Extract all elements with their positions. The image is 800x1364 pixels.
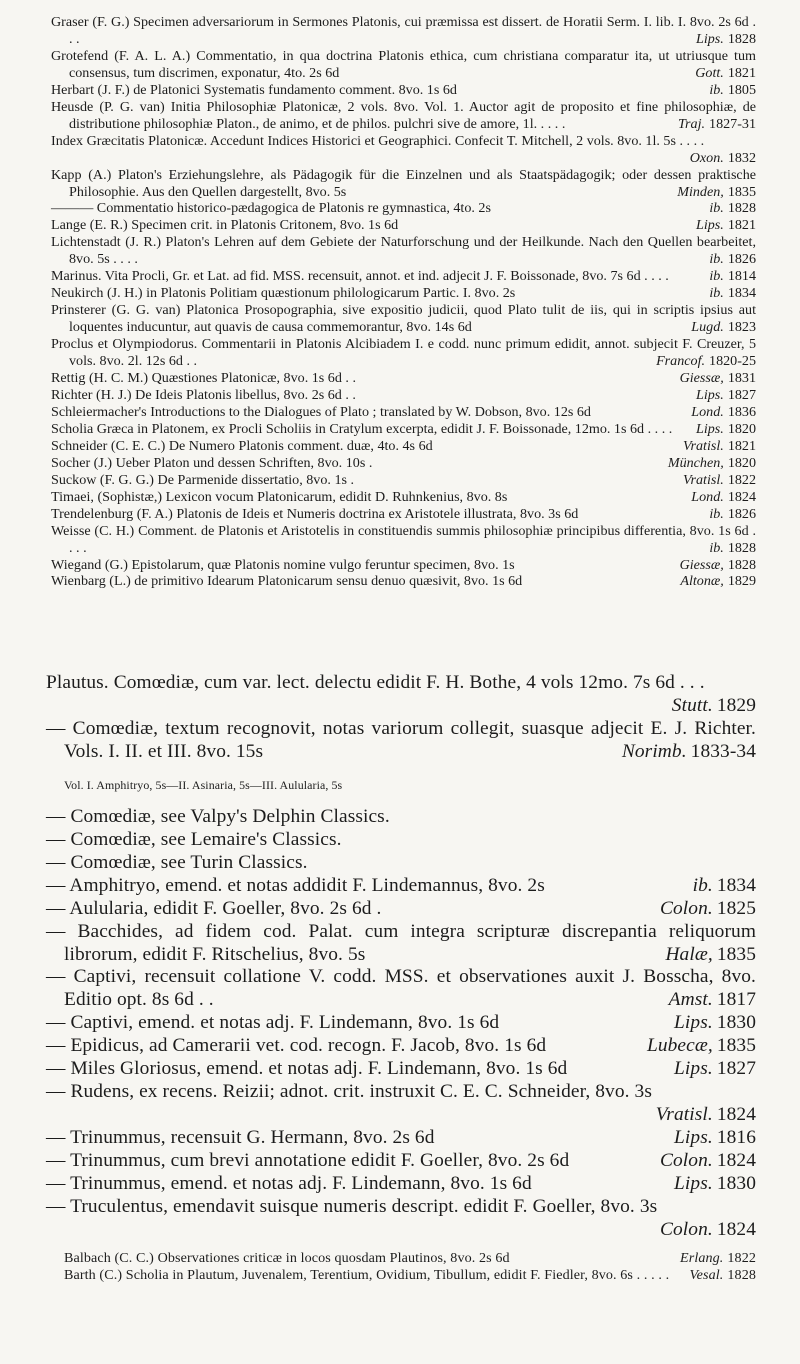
volumes-note: Vol. I. Amphitryo, 5s—II. Asinaria, 5s—III. Aulularia, 5s bbox=[64, 777, 343, 792]
entry-text: Marinus. Vita Procli, Gr. et Lat. ad fid. MSS. recensuit, annot. et ind. adjecit J. F. Boissonade, 8vo. 7s 6d . . . . bbox=[51, 268, 669, 285]
imprint-place: Lips. bbox=[674, 1173, 713, 1195]
entry-imprint bbox=[674, 1173, 756, 1196]
imprint-place: ib. bbox=[709, 200, 724, 217]
entry-text: Lichtenstadt (J. R.) Platon's Lehren auf dem Gebiete der Naturforschung und der Heilkunde. Nach den Quellen bearbeitet, 8vo. 5s . . . . bbox=[51, 234, 756, 268]
catalogue-entry bbox=[0, 506, 800, 523]
imprint-place: ib. bbox=[709, 539, 724, 556]
imprint-year: 1826 bbox=[727, 251, 756, 268]
entry-text: Plautus. Comœdiæ, cum var. lect. delectu edidit F. H. Bothe, 4 vols 12mo. 7s 6d . . . bbox=[46, 672, 705, 693]
catalogue-entry bbox=[0, 370, 800, 387]
imprint-place: Lips. bbox=[696, 30, 724, 47]
entry-imprint bbox=[683, 438, 756, 455]
entry-text: — Comœdiæ, textum recognovit, notas variorum collegit, suasque adjecit E. J. Richter. Vols. I. II. et III. 8vo. 15s bbox=[46, 717, 756, 762]
imprint-year: 1835 bbox=[716, 943, 756, 965]
plautus-editions bbox=[0, 672, 800, 764]
catalogue-entry bbox=[0, 829, 800, 852]
imprint-place: Halæ, bbox=[665, 943, 713, 965]
imprint-place: Colon. bbox=[659, 1150, 713, 1172]
plautus-section bbox=[0, 672, 800, 1284]
entry-text: — Comœdiæ, see Turin Classics. bbox=[46, 851, 308, 873]
imprint-place: ib. bbox=[709, 285, 724, 302]
imprint-year: 1826 bbox=[727, 505, 756, 522]
plato-entries bbox=[0, 14, 800, 590]
imprint-year: 1820-25 bbox=[709, 353, 756, 370]
imprint-place: ib. bbox=[692, 874, 713, 896]
catalogue-entry bbox=[0, 268, 800, 285]
catalogue-entry bbox=[0, 234, 800, 268]
catalogue-entry bbox=[0, 489, 800, 506]
entry-text: Herbart (J. F.) de Platonici Systematis fundamento comment. 8vo. 1s 6d bbox=[51, 81, 457, 98]
entry-imprint bbox=[672, 695, 756, 718]
catalogue-entry bbox=[0, 1196, 800, 1242]
catalogue-entry bbox=[0, 672, 800, 718]
entry-text: Schleiermacher's Introductions to the Dialogues of Plato ; translated by W. Dobson, 8vo. 12s 6d bbox=[51, 403, 591, 420]
entry-text: — Captivi, recensuit collatione V. codd. MSS. et observationes auxit J. Bosscha, 8vo. Editio opt. 8s 6d . . bbox=[46, 966, 756, 1011]
entry-imprint bbox=[669, 989, 756, 1012]
imprint-year: 1829 bbox=[716, 694, 756, 716]
entry-imprint bbox=[683, 472, 756, 489]
catalogue-entry bbox=[0, 875, 800, 898]
imprint-place: Traj. bbox=[677, 115, 706, 132]
entry-imprint bbox=[678, 116, 756, 133]
entry-imprint bbox=[622, 741, 756, 764]
catalogue-entry bbox=[0, 82, 800, 99]
entry-imprint bbox=[690, 150, 756, 167]
imprint-year: 1830 bbox=[716, 1012, 756, 1034]
entry-text: Proclus et Olympiodorus. Commentarii in Platonis Alcibiadem I. e codd. nunc primum edidit, annot. subjecit F. Creuzer, 5 vols. 8vo. 2l. 12s 6d . . bbox=[51, 336, 756, 370]
imprint-year: 1834 bbox=[716, 874, 756, 896]
imprint-year: 1821 bbox=[727, 217, 756, 234]
imprint-place: ib. bbox=[709, 81, 724, 98]
imprint-year: 1820 bbox=[727, 420, 756, 437]
entry-text: — Captivi, emend. et notas adj. F. Lindemann, 8vo. 1s 6d bbox=[46, 1012, 500, 1034]
entry-text: — Trinummus, recensuit G. Hermann, 8vo. 2s 6d bbox=[46, 1127, 435, 1149]
entry-imprint bbox=[691, 319, 756, 336]
imprint-place: Stutt. bbox=[671, 694, 713, 716]
imprint-place: Lips. bbox=[674, 1058, 713, 1080]
imprint-place: Minden, bbox=[677, 183, 724, 200]
catalogue-entry bbox=[0, 806, 800, 829]
imprint-place: Gott. bbox=[695, 64, 724, 81]
catalogue-entry bbox=[0, 1250, 800, 1267]
imprint-year: 1821 bbox=[727, 437, 756, 454]
imprint-year: 1835 bbox=[716, 1035, 756, 1057]
catalogue-entry bbox=[0, 285, 800, 302]
entry-text: Rettig (H. C. M.) Quæstiones Platonicæ, 8vo. 1s 6d . . bbox=[51, 370, 356, 387]
entry-imprint bbox=[691, 404, 756, 421]
entry-text: Neukirch (J. H.) in Platonis Politiam quæstionum philologicarum Partic. I. 8vo. 2s bbox=[51, 285, 516, 302]
imprint-year: 1828 bbox=[727, 556, 756, 573]
catalogue-entry bbox=[0, 852, 800, 875]
entry-imprint bbox=[660, 1219, 756, 1242]
imprint-place: Amst. bbox=[668, 989, 713, 1011]
entry-imprint bbox=[709, 506, 756, 523]
imprint-place: ib. bbox=[709, 505, 724, 522]
entry-imprint bbox=[696, 217, 756, 234]
entry-imprint bbox=[696, 387, 756, 404]
catalogue-entry bbox=[0, 438, 800, 455]
entry-text: Richter (H. J.) De Ideis Platonis libellus, 8vo. 2s 6d . . bbox=[51, 386, 356, 403]
entry-imprint bbox=[674, 1127, 756, 1150]
entry-text: ——— Commentatio historico-pædagogica de Platonis re gymnastica, 4to. 2s bbox=[51, 200, 491, 217]
entry-imprint bbox=[680, 573, 756, 590]
entry-imprint bbox=[680, 557, 756, 574]
catalogue-entry bbox=[0, 1058, 800, 1081]
imprint-place: München, bbox=[667, 454, 724, 471]
imprint-year: 1830 bbox=[716, 1173, 756, 1195]
imprint-year: 1825 bbox=[716, 897, 756, 919]
imprint-year: 1827 bbox=[716, 1058, 756, 1080]
imprint-year: 1822 bbox=[727, 1249, 756, 1266]
imprint-year: 1827 bbox=[727, 386, 756, 403]
imprint-year: 1824 bbox=[716, 1150, 756, 1172]
entry-text: Kapp (A.) Platon's Erziehungslehre, als Pädagogik für die Einzelnen und als Staatspädagogik; oder dessen praktische Philosophie. Aus den Quellen dargestellt, 8vo. 5s bbox=[51, 166, 756, 200]
catalogue-entry bbox=[0, 404, 800, 421]
catalogue-entry bbox=[0, 472, 800, 489]
entry-text: — Bacchides, ad fidem cod. Palat. cum integra scripturæ discrepantia reliquorum librorum, edidit F. Ritschelius, 8vo. 5s bbox=[46, 920, 756, 965]
catalogue-entry bbox=[0, 921, 800, 967]
imprint-place: Norimb. bbox=[621, 740, 687, 762]
imprint-year: 1834 bbox=[727, 285, 756, 302]
imprint-place: Lips. bbox=[696, 217, 724, 234]
catalogue-entry bbox=[0, 133, 800, 167]
imprint-place: Lips. bbox=[674, 1127, 713, 1149]
entry-text: Suckow (F. G. G.) De Parmenide dissertatio, 8vo. 1s . bbox=[51, 471, 355, 488]
imprint-year: 1832 bbox=[727, 149, 756, 166]
entry-text: Balbach (C. C.) Observationes criticæ in locos quosdam Plautinos, 8vo. 2s 6d bbox=[64, 1249, 510, 1266]
entry-imprint bbox=[709, 82, 756, 99]
entry-imprint bbox=[709, 200, 756, 217]
entry-text: — Miles Gloriosus, emend. et notas adj. F. Lindemann, 8vo. 1s 6d bbox=[46, 1058, 568, 1080]
entry-imprint bbox=[656, 1104, 756, 1127]
imprint-year: 1817 bbox=[716, 989, 756, 1011]
catalogue-entry bbox=[0, 302, 800, 336]
imprint-year: 1828 bbox=[727, 200, 756, 217]
catalogue-entry bbox=[0, 966, 800, 1012]
imprint-place: Lubecæ, bbox=[646, 1035, 713, 1057]
imprint-place: Erlang. bbox=[680, 1249, 724, 1266]
imprint-year: 1833-34 bbox=[690, 740, 756, 762]
entry-text: Lange (E. R.) Specimen crit. in Platonis Critonem, 8vo. 1s 6d bbox=[51, 217, 399, 234]
entry-imprint bbox=[709, 251, 756, 268]
entry-text: Scholia Græca in Platonem, ex Procli Scholiis in Cratylum excerpta, edidit J. F. Boissonade, 12mo. 1s 6d . . . . bbox=[51, 420, 673, 437]
catalogue-entry bbox=[0, 718, 800, 764]
imprint-year: 1831 bbox=[727, 370, 756, 387]
entry-imprint bbox=[665, 944, 756, 967]
catalogue-entry bbox=[0, 523, 800, 557]
catalogue-entry bbox=[0, 336, 800, 370]
catalogue-entry bbox=[0, 1150, 800, 1173]
imprint-place: Vratisl. bbox=[682, 471, 724, 488]
catalogue-entry bbox=[0, 1012, 800, 1035]
catalogue-entry bbox=[0, 200, 800, 217]
plautine-studies bbox=[0, 1250, 800, 1284]
entry-imprint bbox=[709, 268, 756, 285]
entry-text: — Comœdiæ, see Valpy's Delphin Classics. bbox=[46, 805, 390, 827]
entry-imprint bbox=[677, 184, 756, 201]
imprint-place: Lips. bbox=[696, 386, 724, 403]
entry-text: — Trinummus, cum brevi annotatione edidit F. Goeller, 8vo. 2s 6d bbox=[46, 1150, 570, 1172]
entry-imprint bbox=[680, 1250, 756, 1267]
plautus-plays bbox=[0, 806, 800, 1242]
entry-imprint bbox=[709, 540, 756, 557]
catalogue-entry bbox=[0, 99, 800, 133]
entry-text: — Comœdiæ, see Lemaire's Classics. bbox=[46, 828, 342, 850]
imprint-place: Lugd. bbox=[691, 319, 724, 336]
imprint-place: Francof. bbox=[656, 353, 706, 370]
catalogue-entry bbox=[0, 167, 800, 201]
entry-imprint bbox=[647, 1035, 756, 1058]
catalogue-entry bbox=[0, 1173, 800, 1196]
catalogue-entry bbox=[0, 387, 800, 404]
imprint-place: Lond. bbox=[691, 403, 724, 420]
imprint-place: Lips. bbox=[674, 1012, 713, 1034]
imprint-year: 1836 bbox=[727, 403, 756, 420]
entry-imprint bbox=[691, 489, 756, 506]
catalogue-entry bbox=[0, 557, 800, 574]
entry-imprint bbox=[674, 1012, 756, 1035]
entry-text: — Aulularia, edidit F. Goeller, 8vo. 2s 6d . bbox=[46, 897, 382, 919]
imprint-year: 1822 bbox=[727, 471, 756, 488]
imprint-year: 1835 bbox=[727, 183, 756, 200]
entry-text: Socher (J.) Ueber Platon und dessen Schriften, 8vo. 10s . bbox=[51, 454, 373, 471]
entry-text: Index Græcitatis Platonicæ. Accedunt Indices Historici et Geographici. Confecit T. Mitchell, 2 vols. 8vo. 1l. 5s . . . . bbox=[51, 132, 705, 149]
imprint-place: Vratisl. bbox=[682, 437, 724, 454]
imprint-place: Colon. bbox=[659, 1218, 713, 1240]
catalogue-entry bbox=[0, 1081, 800, 1127]
imprint-year: 1828 bbox=[727, 30, 756, 47]
imprint-year: 1821 bbox=[727, 64, 756, 81]
imprint-place: Giessæ, bbox=[679, 556, 724, 573]
imprint-year: 1824 bbox=[727, 488, 756, 505]
entry-imprint bbox=[656, 353, 756, 370]
entry-text: Schneider (C. E. C.) De Numero Platonis comment. duæ, 4to. 4s 6d bbox=[51, 437, 433, 454]
entry-imprint bbox=[709, 285, 756, 302]
entry-imprint bbox=[693, 875, 756, 898]
entry-text: Timaei, (Sophistæ,) Lexicon vocum Platonicarum, edidit D. Ruhnkenius, 8vo. 8s bbox=[51, 488, 508, 505]
imprint-place: ib. bbox=[709, 268, 724, 285]
entry-text: Barth (C.) Scholia in Plautum, Juvenalem, Terentium, Ovidium, Tibullum, edidit F. Fiedler, 8vo. 6s . . . . . bbox=[64, 1266, 670, 1283]
entry-imprint bbox=[680, 370, 756, 387]
entry-text: Graser (F. G.) Specimen adversariorum in Sermones Platonis, cui præmissa est dissert. de Horatii Serm. I. lib. I. 8vo. 2s 6d . . . bbox=[51, 14, 756, 47]
imprint-place: ib. bbox=[709, 251, 724, 268]
imprint-place: Vesal. bbox=[689, 1266, 724, 1283]
entry-text: — Rudens, ex recens. Reizii; adnot. crit. instruxit C. E. C. Schneider, 8vo. 3s bbox=[46, 1081, 652, 1103]
entry-imprint bbox=[674, 1058, 756, 1081]
imprint-place: Giessæ, bbox=[679, 370, 724, 387]
entry-text: — Epidicus, ad Camerarii vet. cod. recogn. F. Jacob, 8vo. 1s 6d bbox=[46, 1035, 547, 1057]
imprint-year: 1828 bbox=[727, 539, 756, 556]
entry-imprint bbox=[696, 31, 756, 48]
imprint-year: 1824 bbox=[716, 1218, 756, 1240]
imprint-place: Lond. bbox=[691, 488, 724, 505]
entry-text: Wiegand (G.) Epistolarum, quæ Platonis nomine vulgo feruntur specimen, 8vo. 1s bbox=[51, 556, 515, 573]
entry-imprint bbox=[696, 421, 756, 438]
entry-imprint bbox=[660, 898, 756, 921]
entry-text: Trendelenburg (F. A.) Platonis de Ideis et Numeris doctrina ex Aristotele illustrata, 8vo. 3s 6d bbox=[51, 505, 579, 522]
entry-text: — Trinummus, emend. et notas adj. F. Lindemann, 8vo. 1s 6d bbox=[46, 1173, 532, 1195]
entry-text: Prinsterer (G. G. van) Platonica Prosopographia, sive expositio judicii, quod Plato tulit de iis, qui in scriptis ipsius aut loquentes inducuntur, aut quavis de causa commemorantur, 8vo. 14s 6d bbox=[51, 302, 756, 336]
catalogue-entry bbox=[0, 455, 800, 472]
entry-text: — Amphitryo, emend. et notas addidit F. Lindemannus, 8vo. 2s bbox=[46, 874, 545, 896]
catalogue-entry bbox=[0, 1127, 800, 1150]
entry-text: Heusde (P. G. van) Initia Philosophiæ Platonicæ, 2 vols. 8vo. Vol. 1. Auctor agit de proposito et fine philosophiæ, de distributione philosophiæ Platon., de animo, et de philos. pulchri sive de amore, 1l. . . . . bbox=[51, 98, 756, 132]
entry-text: — Truculentus, emendavit suisque numeris descript. edidit F. Goeller, 8vo. 3s bbox=[46, 1196, 658, 1218]
entry-text: Wienbarg (L.) de primitivo Idearum Platonicarum sensu denuo quæsivit, 8vo. 1s 6d bbox=[51, 573, 523, 590]
entry-imprint bbox=[695, 65, 756, 82]
catalogue-entry bbox=[0, 898, 800, 921]
imprint-year: 1824 bbox=[716, 1104, 756, 1126]
imprint-place: Lips. bbox=[696, 420, 724, 437]
entry-imprint bbox=[660, 1150, 756, 1173]
catalogue-entry bbox=[0, 1035, 800, 1058]
imprint-year: 1823 bbox=[727, 319, 756, 336]
catalogue-entry bbox=[0, 421, 800, 438]
imprint-year: 1827-31 bbox=[709, 115, 756, 132]
imprint-place: Colon. bbox=[659, 897, 713, 919]
catalogue-entry bbox=[0, 573, 800, 590]
imprint-place: Vratisl. bbox=[655, 1104, 713, 1126]
imprint-year: 1816 bbox=[716, 1127, 756, 1149]
catalogue-entry bbox=[0, 48, 800, 82]
imprint-year: 1820 bbox=[727, 454, 756, 471]
catalogue-entry bbox=[0, 14, 800, 48]
imprint-year: 1829 bbox=[727, 573, 756, 590]
entry-imprint bbox=[668, 455, 756, 472]
entry-text: Weisse (C. H.) Comment. de Platonis et Aristotelis in constituendis summis philosophiæ principibus differentia, 8vo. 1s 6d . . . . bbox=[51, 522, 756, 556]
entry-text: Grotefend (F. A. L. A.) Commentatio, in qua doctrina Platonis ethica, cum christiana comparatur ita, ut utriusque tum consensus, tum discrimen, exponatur, 4to. 2s 6d bbox=[51, 47, 756, 81]
imprint-place: Altonæ, bbox=[680, 573, 724, 590]
imprint-year: 1805 bbox=[727, 81, 756, 98]
catalogue-entry bbox=[0, 1267, 800, 1284]
entry-imprint bbox=[690, 1267, 756, 1284]
imprint-year: 1814 bbox=[727, 268, 756, 285]
imprint-year: 1828 bbox=[727, 1266, 756, 1283]
catalogue-entry bbox=[0, 217, 800, 234]
imprint-place: Oxon. bbox=[689, 149, 724, 166]
